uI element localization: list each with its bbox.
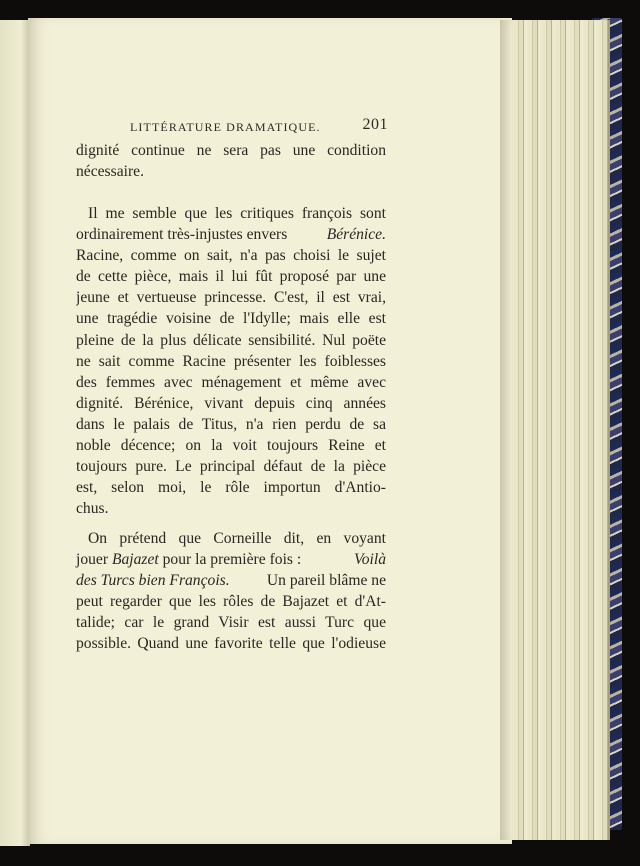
previous-page-edge: [0, 20, 30, 846]
running-head: [130, 118, 388, 136]
italic-quote-continued: des Turcs bien François.: [76, 572, 230, 590]
text-line: Racine, comme on sait, n'a pas choisi le sujet: [76, 247, 386, 265]
text-line: dans le palais de Titus, n'a rien perdu de sa: [76, 415, 386, 433]
text-line: peut regarder que les rôles de Bajazet et d'At-: [76, 593, 386, 611]
page-edges: [500, 20, 610, 840]
running-head-title: LITTÉRATURE DRAMATIQUE.: [130, 120, 321, 134]
text-line: noble décence; on la voit toujours Reine et: [76, 437, 386, 455]
text-line: talide; car le grand Visir est aussi Turc que: [76, 614, 386, 632]
paragraph-1: [76, 140, 386, 182]
text-line: de cette pièce, mais il lui fût proposé par une: [76, 268, 386, 286]
text-line: [76, 224, 386, 245]
page-edge-shadow: [500, 20, 514, 840]
text-line: possible. Quand une favorite telle que l'odieuse: [76, 635, 386, 653]
text-line: pleine de la plus délicate sensibilité. Nul poëte: [76, 331, 386, 349]
text-line: [76, 549, 386, 570]
italic-title-bajazet: Bajazet: [111, 551, 159, 569]
text-line: une tragédie voisine de l'Idylle; mais elle est: [76, 310, 386, 328]
text-line: toujours pure. Le principal défaut de la pièce: [76, 458, 386, 476]
text-line: ne sait comme Racine présenter les foiblesses: [76, 352, 386, 370]
paragraph-2: [76, 203, 386, 519]
text-fragment-group: [76, 549, 301, 570]
text-line: jeune et vertueuse princesse. C'est, il est vrai,: [76, 289, 386, 307]
text-fragment: ordinairement très-injustes envers: [76, 226, 288, 244]
text-line: des femmes avec ménagement et même avec: [76, 373, 386, 391]
text-line: est, selon moi, le rôle importun d'Antio-: [76, 479, 386, 497]
text-line: nécessaire.: [76, 163, 144, 181]
text-fragment: Un pareil blâme ne: [266, 572, 386, 590]
text-line: Il me semble que les critiques françois sont: [88, 205, 386, 222]
text-line: dignité continue ne sera pas une condition: [76, 142, 386, 159]
text-line: chus.: [76, 500, 109, 518]
text-line: On prétend que Corneille dit, en voyant: [88, 530, 386, 547]
text-line: dignité. Bérénice, vivant depuis cinq années: [76, 394, 386, 412]
italic-quote-voila: Voilà: [353, 551, 386, 569]
text-fragment: pour la première fois :: [158, 551, 302, 569]
paragraph-3: [76, 528, 386, 655]
italic-title-berenice: Bérénice.: [326, 226, 386, 244]
text-line: [76, 570, 386, 591]
text-fragment: jouer: [76, 551, 112, 569]
page-number: 201: [362, 116, 388, 133]
